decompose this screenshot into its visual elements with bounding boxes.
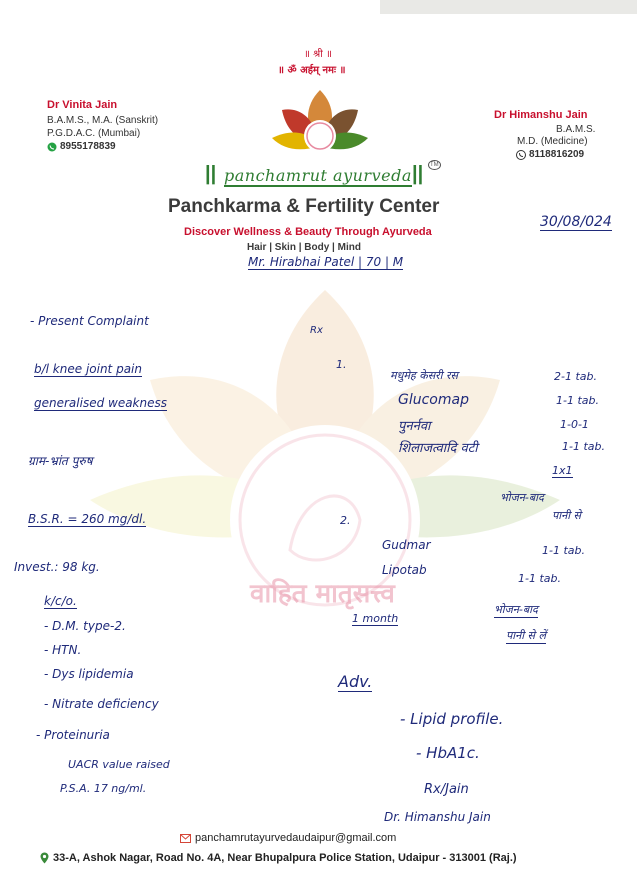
phone-icon [516, 150, 526, 160]
right-doctor-qual1: B.A.M.S. [556, 124, 596, 135]
watermark-text: वाहित मातृसत्त्व [250, 579, 395, 609]
right-doctor-phone-row [516, 148, 584, 161]
med-dose: 1-0-1 [560, 418, 589, 431]
med-timing: भोजन-बाद [500, 491, 544, 504]
note-line: k/c/o. [44, 594, 77, 608]
services-line: Hair | Skin | Body | Mind [247, 242, 361, 253]
tagline: Discover Wellness & Beauty Through Ayurveda [184, 226, 432, 238]
center-note: Rx [310, 325, 323, 336]
mail-icon [180, 834, 191, 843]
clinic-name: Panchkarma & Fertility Center [168, 196, 440, 217]
lotus-logo-icon [270, 88, 370, 158]
note-line: - Present Complaint [30, 314, 149, 328]
med-name: Glucomap [398, 392, 469, 408]
advice-item: - HbA1c. [416, 744, 480, 762]
med-dose: 1-1 tab. [556, 394, 599, 407]
trademark-badge: TM [430, 162, 439, 168]
med-dose: 1-1 tab. [518, 572, 561, 585]
center-note: 2. [340, 514, 351, 527]
location-pin-icon [40, 852, 49, 864]
note-line: - Proteinuria [36, 728, 110, 742]
brand-name: panchamrut ayurveda [224, 166, 412, 185]
med-dose: 1-1 tab. [562, 440, 605, 453]
address-text: 33-A, Ashok Nagar, Road No. 4A, Near Bhupalpura Police Station, Udaipur - 313001 (Raj.) [53, 852, 517, 864]
duration: 1 month [352, 612, 399, 625]
note-line: P.S.A. 17 ng/ml. [60, 782, 147, 795]
med2-note: पानी से लें [506, 629, 546, 642]
note-line: - D.M. type-2. [44, 619, 126, 633]
left-doctor-qual2: P.G.D.A.C. (Mumbai) [47, 128, 141, 139]
med-dose: 1-1 tab. [542, 544, 585, 557]
left-doctor-phone: 8955178839 [60, 141, 116, 152]
whatsapp-icon [47, 142, 57, 152]
note-line: ग्राम-भ्रांत पुरुष [28, 454, 93, 468]
address-row [40, 852, 517, 864]
note-line: b/l knee joint pain [34, 362, 142, 376]
brand-bracket-left: || [205, 163, 217, 185]
note-line: - Dys lipidemia [44, 667, 134, 681]
rx-date: 30/08/024 [540, 214, 612, 230]
med2-timing: भोजन-बाद [494, 603, 538, 616]
email-row [180, 832, 396, 844]
signature-initial: Rx/Jain [424, 782, 469, 797]
right-doctor-phone: 8118816209 [529, 149, 585, 160]
note-line: - Nitrate deficiency [44, 697, 159, 711]
note-line: B.S.R. = 260 mg/dl. [28, 512, 147, 526]
paper-edge [380, 0, 637, 14]
shri-text: ॥ श्री ॥ [304, 49, 333, 60]
center-note: 1. [336, 358, 347, 371]
left-doctor-phone-row [47, 140, 116, 153]
email-text: panchamrutayurvedaudaipur@gmail.com [195, 832, 397, 844]
signature-name: Dr. Himanshu Jain [384, 810, 491, 824]
med-dose: 2-1 tab. [554, 370, 597, 383]
med-total: 1x1 [552, 464, 573, 477]
med-note: पानी से [552, 509, 581, 522]
left-doctor-qual1: B.A.M.S., M.A. (Sanskrit) [47, 115, 159, 126]
note-line: - HTN. [44, 643, 82, 657]
brand-bracket-right: || [412, 163, 424, 185]
right-doctor-name: Dr Himanshu Jain [494, 109, 588, 121]
note-line: Invest.: 98 kg. [14, 560, 100, 574]
med-name: Lipotab [382, 563, 427, 577]
left-doctor-name: Dr Vinita Jain [47, 99, 118, 111]
advice-title: Adv. [338, 672, 373, 691]
med-name: मधुमेह केसरी रस [390, 369, 458, 382]
med-name: शिलाजत्वादि वटी [398, 441, 478, 456]
note-line: UACR value raised [68, 758, 170, 771]
note-line: generalised weakness [34, 396, 168, 410]
mantra-text: ॥ ॐ अर्हम् नमः ॥ [278, 65, 346, 76]
med-name: Gudmar [382, 538, 431, 552]
advice-item: - Lipid profile. [400, 710, 504, 728]
patient-details: Mr. Hirabhai Patel | 70 | M [248, 255, 404, 269]
med-name: पुनर्नवा [398, 419, 431, 434]
right-doctor-qual2: M.D. (Medicine) [517, 136, 588, 147]
